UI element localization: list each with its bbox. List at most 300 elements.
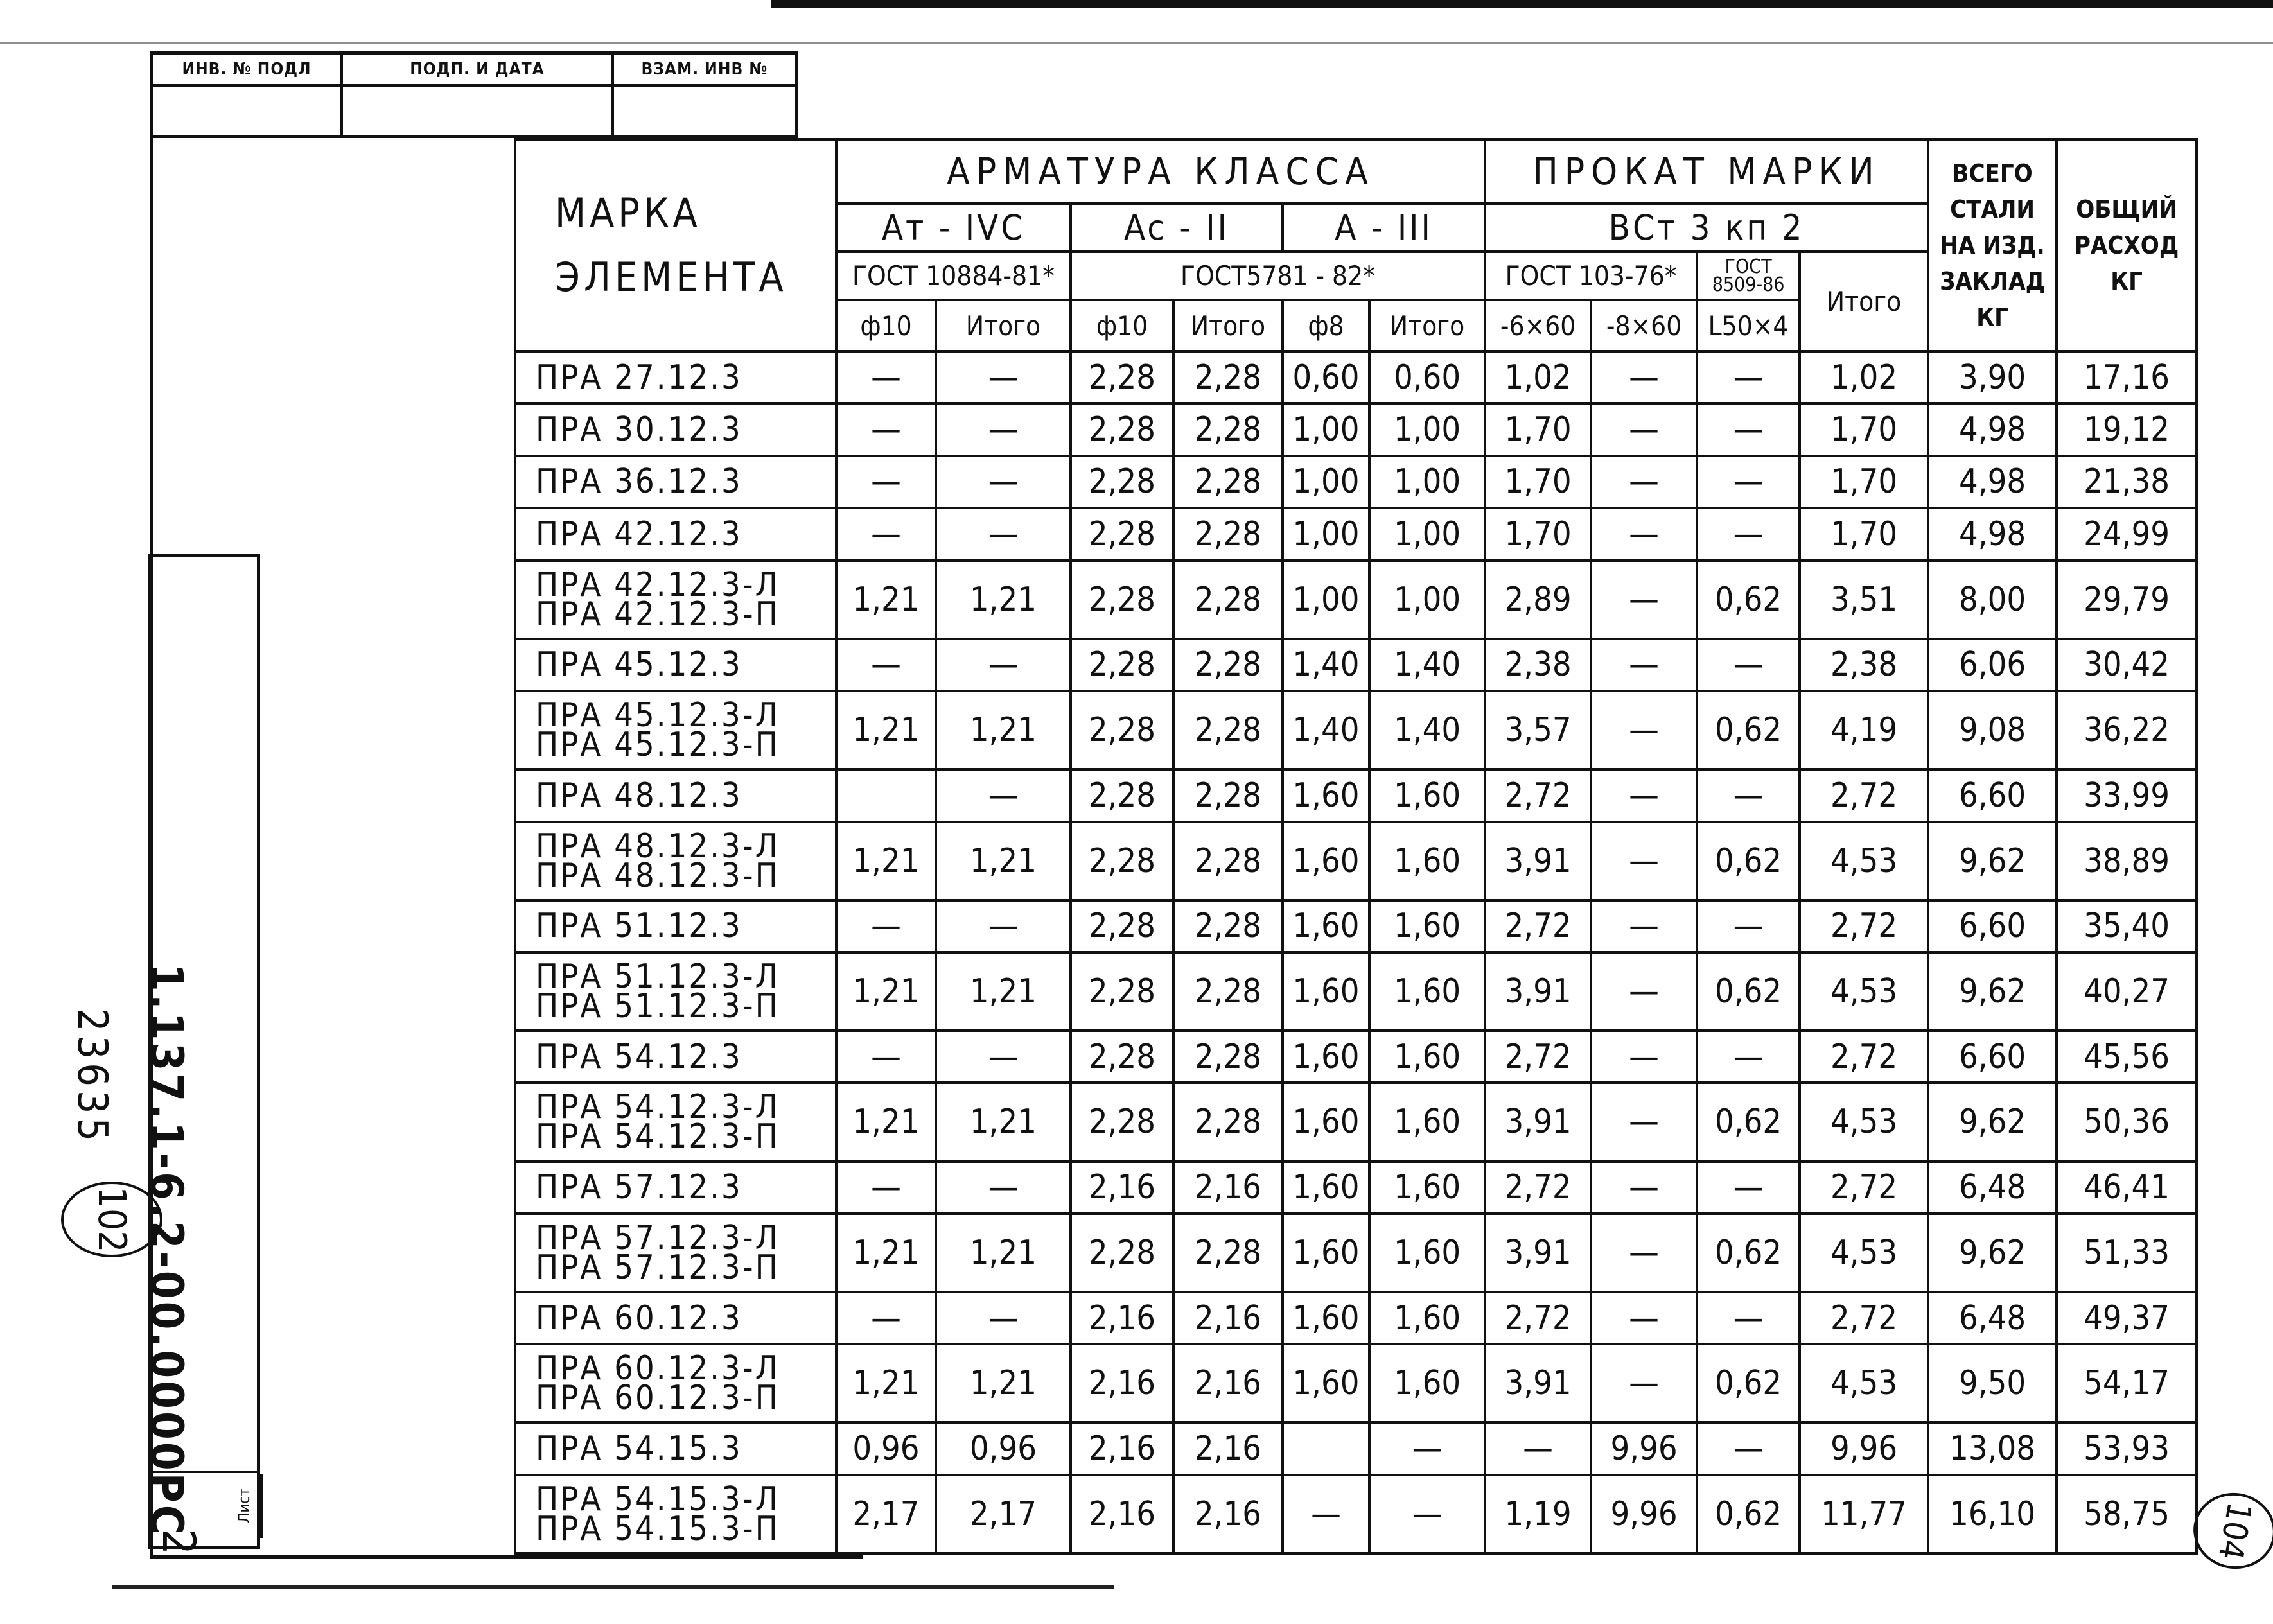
value-cell: 2,28 [1071, 900, 1173, 952]
table-row [515, 639, 2197, 691]
value-cell: — [1591, 1344, 1697, 1422]
value-cell: 0,62 [1697, 1214, 1800, 1292]
header-8x60: -8×60 [1591, 300, 1697, 351]
value-cell: 1,19 [1485, 1475, 1591, 1553]
element-mark [515, 508, 836, 560]
value-cell: 1,40 [1369, 639, 1485, 691]
value-cell: 9,62 [1928, 1214, 2057, 1292]
value-cell: 0,62 [1697, 691, 1800, 769]
value-cell: 1,60 [1283, 822, 1369, 900]
corner-page-number: 104 [2188, 1487, 2273, 1575]
value-cell: 2,89 [1485, 561, 1591, 639]
header-marka: МАРКА ЭЛЕМЕНТА [515, 139, 836, 351]
stamp-cell-empty-3 [614, 87, 795, 135]
value-cell: 0,96 [836, 1422, 936, 1474]
value-cell: 2,72 [1800, 900, 1928, 952]
header-phi10-a: ф10 [836, 300, 936, 351]
header-prokat: ПРОКАТ МАРКИ [1485, 139, 1928, 204]
value-cell: 54,17 [2057, 1344, 2197, 1422]
value-cell: 40,27 [2057, 952, 2197, 1031]
value-cell: 2,28 [1173, 769, 1283, 821]
value-cell: 4,53 [1800, 1083, 1928, 1161]
table-row [515, 769, 2197, 821]
value-cell: 2,28 [1173, 691, 1283, 769]
table-row [515, 1162, 2197, 1214]
value-cell: 2,28 [1071, 639, 1173, 691]
stamp-cell-empty-2 [343, 87, 614, 135]
value-cell: 6,60 [1928, 900, 2057, 952]
element-mark [515, 1083, 836, 1161]
value-cell: — [1591, 1214, 1697, 1292]
value-cell: 2,28 [1071, 1083, 1173, 1161]
value-cell: 2,16 [1173, 1475, 1283, 1553]
value-cell: 1,70 [1800, 456, 1928, 508]
value-cell: 21,38 [2057, 456, 2197, 508]
element-mark-line: ПРА 54.12.3 [536, 1037, 742, 1076]
value-cell: 1,21 [836, 822, 936, 900]
value-cell: — [1697, 1162, 1800, 1214]
value-cell: 3,91 [1485, 1083, 1591, 1161]
value-cell: 45,56 [2057, 1031, 2197, 1083]
value-cell: 46,41 [2057, 1162, 2197, 1214]
header-itogo-c: Итого [1369, 300, 1485, 351]
value-cell: 24,99 [2057, 508, 2197, 560]
value-cell: 1,00 [1369, 403, 1485, 455]
value-cell: 2,28 [1173, 822, 1283, 900]
value-cell: 1,70 [1485, 508, 1591, 560]
value-cell: 2,28 [1173, 351, 1283, 403]
value-cell: 2,16 [1173, 1344, 1283, 1422]
element-mark-line: ПРА 57.12.3-Л [536, 1218, 780, 1257]
header-itogo-b: Итого [1173, 300, 1283, 351]
value-cell: 2,28 [1173, 1083, 1283, 1161]
header-gost-103: ГОСТ 103-76* [1485, 252, 1697, 300]
value-cell: — [1591, 691, 1697, 769]
value-cell: — [836, 1292, 936, 1344]
header-phi10-b: ф10 [1071, 300, 1173, 351]
value-cell: 1,21 [936, 822, 1071, 900]
value-cell: 58,75 [2057, 1475, 2197, 1553]
value-cell: 0,60 [1369, 351, 1485, 403]
element-mark [515, 403, 836, 455]
value-cell: — [1591, 822, 1697, 900]
table-row [515, 456, 2197, 508]
header-6x60: -6×60 [1485, 300, 1591, 351]
value-cell: — [936, 900, 1071, 952]
value-cell: — [1369, 1422, 1485, 1474]
element-mark-line: ПРА 30.12.3 [536, 410, 742, 450]
value-cell: 1,02 [1485, 351, 1591, 403]
value-cell: — [1591, 952, 1697, 1031]
value-cell: 36,22 [2057, 691, 2197, 769]
value-cell: — [1697, 639, 1800, 691]
value-cell: 51,33 [2057, 1214, 2197, 1292]
element-mark [515, 1214, 836, 1292]
document-designation: 1.137.1-6.2-00.0000РС [140, 963, 193, 1537]
value-cell: 1,21 [936, 952, 1071, 1031]
value-cell: 3,90 [1928, 351, 2057, 403]
value-cell: 16,10 [1928, 1475, 2057, 1553]
value-cell: 2,28 [1071, 351, 1173, 403]
value-cell: 9,62 [1928, 822, 2057, 900]
element-mark [515, 769, 836, 821]
value-cell: 2,28 [1071, 561, 1173, 639]
value-cell: 4,98 [1928, 403, 2057, 455]
value-cell: 2,28 [1173, 508, 1283, 560]
element-mark-line: ПРА 48.12.3-П [536, 856, 780, 895]
value-cell: — [836, 456, 936, 508]
value-cell: 1,21 [836, 1214, 936, 1292]
value-cell: 2,16 [1173, 1292, 1283, 1344]
value-cell: 2,28 [1173, 561, 1283, 639]
value-cell: 4,53 [1800, 1344, 1928, 1422]
value-cell: 2,72 [1485, 1031, 1591, 1083]
value-cell: 2,72 [1800, 769, 1928, 821]
element-mark-line: ПРА 42.12.3-П [536, 595, 780, 634]
header-obshchiy: ОБЩИЙ РАСХОД КГ [2057, 139, 2197, 351]
element-mark-line: ПРА 48.12.3-Л [536, 826, 780, 866]
table-row [515, 1344, 2197, 1422]
element-mark-line: ПРА 42.12.3 [536, 514, 742, 554]
value-cell: 1,60 [1369, 1083, 1485, 1161]
value-cell: 2,28 [1071, 508, 1173, 560]
value-cell [836, 769, 936, 821]
value-cell: — [1697, 1422, 1800, 1474]
header-prokat-mark: ВСт 3 кп 2 [1485, 204, 1928, 252]
value-cell: 3,51 [1800, 561, 1928, 639]
value-cell: — [936, 1292, 1071, 1344]
element-mark-line: ПРА 54.12.3-Л [536, 1088, 780, 1127]
element-mark [515, 822, 836, 900]
element-mark [515, 456, 836, 508]
table-row [515, 351, 2197, 403]
value-cell: 6,48 [1928, 1162, 2057, 1214]
circled-number: 102 [61, 1182, 162, 1257]
value-cell: 3,57 [1485, 691, 1591, 769]
table-row [515, 508, 2197, 560]
value-cell: 6,06 [1928, 639, 2057, 691]
value-cell: 0,62 [1697, 822, 1800, 900]
element-mark [515, 952, 836, 1031]
element-mark-line: ПРА 51.12.3-Л [536, 957, 780, 996]
approval-stamp [150, 51, 798, 138]
value-cell: 2,16 [1071, 1475, 1173, 1553]
value-cell: — [1591, 508, 1697, 560]
element-mark-line: ПРА 60.12.3 [536, 1298, 742, 1338]
value-cell: 49,37 [2057, 1292, 2197, 1344]
value-cell: 1,60 [1283, 1292, 1369, 1344]
value-cell: — [1591, 351, 1697, 403]
value-cell: 3,91 [1485, 822, 1591, 900]
sheet-label: Лист [228, 1474, 263, 1538]
element-mark-line: ПРА 45.12.3 [536, 645, 742, 685]
value-cell: 2,28 [1071, 1031, 1173, 1083]
value-cell: 1,60 [1283, 1214, 1369, 1292]
value-cell: 1,00 [1369, 456, 1485, 508]
element-mark [515, 691, 836, 769]
value-cell: 2,28 [1173, 900, 1283, 952]
value-cell: 1,21 [936, 691, 1071, 769]
value-cell: 2,16 [1071, 1422, 1173, 1474]
steel-spec-table [514, 138, 2198, 1555]
header-l50x4: L50×4 [1697, 300, 1800, 351]
scan-top-edge [771, 0, 2273, 8]
table-row [515, 952, 2197, 1031]
header-gost-at: ГОСТ 10884-81* [836, 252, 1071, 300]
value-cell: 2,28 [1071, 769, 1173, 821]
element-mark-line: ПРА 57.12.3-П [536, 1248, 780, 1287]
value-cell: 50,36 [2057, 1083, 2197, 1161]
value-cell: — [936, 351, 1071, 403]
value-cell: 3,91 [1485, 1214, 1591, 1292]
table-row [515, 900, 2197, 952]
value-cell: 2,17 [936, 1475, 1071, 1553]
value-cell: 53,93 [2057, 1422, 2197, 1474]
value-cell: 0,62 [1697, 1083, 1800, 1161]
header-armatura: АРМАТУРА КЛАССА [836, 139, 1485, 204]
value-cell: 2,28 [1071, 691, 1173, 769]
value-cell: 2,28 [1071, 1214, 1173, 1292]
element-mark [515, 1292, 836, 1344]
element-mark-line: ПРА 60.12.3-Л [536, 1349, 780, 1388]
element-mark [515, 639, 836, 691]
header-class-ac: Ac - II [1071, 204, 1283, 252]
value-cell: 1,21 [936, 561, 1071, 639]
value-cell: 1,60 [1369, 952, 1485, 1031]
value-cell: 0,96 [936, 1422, 1071, 1474]
value-cell: 1,60 [1369, 1292, 1485, 1344]
element-mark [515, 1344, 836, 1422]
value-cell: 1,21 [936, 1344, 1071, 1422]
table-row [515, 561, 2197, 639]
value-cell: 2,16 [1173, 1422, 1283, 1474]
value-cell: 1,02 [1800, 351, 1928, 403]
value-cell: — [1591, 561, 1697, 639]
value-cell: 2,72 [1485, 900, 1591, 952]
value-cell: — [1697, 456, 1800, 508]
value-cell: — [1591, 639, 1697, 691]
header-itogo-a: Итого [936, 300, 1071, 351]
value-cell: — [1697, 900, 1800, 952]
element-mark [515, 1162, 836, 1214]
value-cell: 9,62 [1928, 952, 2057, 1031]
value-cell: 0,62 [1697, 1475, 1800, 1553]
value-cell: — [1369, 1475, 1485, 1553]
value-cell: 3,91 [1485, 952, 1591, 1031]
value-cell: 1,40 [1283, 691, 1369, 769]
value-cell: 1,21 [936, 1214, 1071, 1292]
archive-number: 23635 [68, 1008, 116, 1146]
value-cell: 2,16 [1071, 1162, 1173, 1214]
element-mark-line: ПРА 54.15.3-Л [536, 1480, 780, 1519]
value-cell: — [936, 1031, 1071, 1083]
value-cell: — [836, 1162, 936, 1214]
table-row [515, 1292, 2197, 1344]
value-cell: 0,60 [1283, 351, 1369, 403]
value-cell: 0,62 [1697, 561, 1800, 639]
value-cell: — [1591, 1292, 1697, 1344]
value-cell: — [836, 403, 936, 455]
value-cell: 1,60 [1369, 769, 1485, 821]
value-cell: 1,00 [1283, 508, 1369, 560]
value-cell: 9,96 [1591, 1475, 1697, 1553]
value-cell: 4,53 [1800, 822, 1928, 900]
table-row [515, 1475, 2197, 1553]
value-cell: 29,79 [2057, 561, 2197, 639]
value-cell: 33,99 [2057, 769, 2197, 821]
value-cell: 2,28 [1071, 952, 1173, 1031]
value-cell: 38,89 [2057, 822, 2197, 900]
value-cell: — [1697, 351, 1800, 403]
value-cell: 1,21 [836, 691, 936, 769]
value-cell: 0,62 [1697, 952, 1800, 1031]
value-cell: — [836, 351, 936, 403]
value-cell: 2,17 [836, 1475, 936, 1553]
value-cell: 1,00 [1283, 456, 1369, 508]
value-cell: — [1697, 1031, 1800, 1083]
value-cell: 13,08 [1928, 1422, 2057, 1474]
value-cell: 1,00 [1369, 508, 1485, 560]
value-cell: 2,28 [1173, 1214, 1283, 1292]
value-cell: — [836, 639, 936, 691]
value-cell: — [1591, 900, 1697, 952]
value-cell: 4,53 [1800, 1214, 1928, 1292]
element-mark-line: ПРА 60.12.3-П [536, 1379, 780, 1418]
header-class-a3: A - III [1283, 204, 1485, 252]
value-cell: 2,28 [1173, 952, 1283, 1031]
value-cell: 4,98 [1928, 456, 2057, 508]
table-row [515, 1031, 2197, 1083]
value-cell: 2,72 [1800, 1031, 1928, 1083]
value-cell: 2,16 [1173, 1162, 1283, 1214]
value-cell: 1,00 [1283, 561, 1369, 639]
value-cell: 1,60 [1369, 900, 1485, 952]
value-cell: 1,21 [936, 1083, 1071, 1161]
value-cell: — [1697, 769, 1800, 821]
value-cell: 2,72 [1800, 1162, 1928, 1214]
value-cell: 6,60 [1928, 769, 2057, 821]
value-cell: 6,60 [1928, 1031, 2057, 1083]
table-row [515, 1214, 2197, 1292]
value-cell: 1,70 [1800, 403, 1928, 455]
element-mark-line: ПРА 42.12.3-Л [536, 565, 780, 604]
value-cell: 2,28 [1173, 639, 1283, 691]
element-mark-line: ПРА 45.12.3-П [536, 726, 780, 765]
value-cell: 2,28 [1173, 1031, 1283, 1083]
value-cell: 2,38 [1800, 639, 1928, 691]
value-cell: 2,28 [1071, 456, 1173, 508]
value-cell: 9,50 [1928, 1344, 2057, 1422]
value-cell: 1,60 [1369, 1031, 1485, 1083]
header-itogo-prokat: Итого [1800, 252, 1928, 351]
value-cell: 1,60 [1369, 822, 1485, 900]
value-cell: 9,62 [1928, 1083, 2057, 1161]
value-cell: 0,62 [1697, 1344, 1800, 1422]
value-cell: 6,48 [1928, 1292, 2057, 1344]
value-cell: 2,28 [1071, 403, 1173, 455]
scan-bottom-line [112, 1585, 1114, 1589]
element-mark-line: ПРА 51.12.3-П [536, 987, 780, 1026]
element-mark-line: ПРА 27.12.3 [536, 358, 742, 397]
element-mark-line: ПРА 36.12.3 [536, 462, 742, 502]
header-gost-8509: ГОСТ 8509-86 [1697, 252, 1800, 300]
value-cell: — [1283, 1475, 1369, 1553]
value-cell: 1,60 [1283, 900, 1369, 952]
value-cell: 1,60 [1283, 1162, 1369, 1214]
value-cell: 9,96 [1800, 1422, 1928, 1474]
value-cell [1283, 1422, 1369, 1474]
value-cell: — [1591, 1083, 1697, 1161]
value-cell: — [1697, 403, 1800, 455]
element-mark [515, 351, 836, 403]
value-cell: — [1697, 508, 1800, 560]
value-cell: — [1591, 456, 1697, 508]
value-cell: — [936, 1162, 1071, 1214]
value-cell: — [836, 900, 936, 952]
value-cell: 11,77 [1800, 1475, 1928, 1553]
value-cell: 1,60 [1369, 1344, 1485, 1422]
header-vsego: ВСЕГО СТАЛИ НА ИЗД. ЗАКЛАД КГ [1928, 139, 2057, 351]
value-cell: 4,98 [1928, 508, 2057, 560]
value-cell: — [1591, 1031, 1697, 1083]
element-mark-line: ПРА 54.12.3-П [536, 1117, 780, 1157]
element-mark-line: ПРА 45.12.3-Л [536, 696, 780, 735]
frame-bottom-border [150, 1555, 863, 1559]
value-cell: 4,19 [1800, 691, 1928, 769]
element-mark-line: ПРА 54.15.3-П [536, 1509, 780, 1548]
value-cell: — [936, 456, 1071, 508]
element-mark [515, 1422, 836, 1474]
value-cell: 1,60 [1283, 1083, 1369, 1161]
value-cell: 35,40 [2057, 900, 2197, 952]
value-cell: 3,91 [1485, 1344, 1591, 1422]
value-cell: — [1591, 769, 1697, 821]
value-cell: 9,08 [1928, 691, 2057, 769]
value-cell: 1,00 [1283, 403, 1369, 455]
value-cell: 8,00 [1928, 561, 2057, 639]
value-cell: 1,00 [1369, 561, 1485, 639]
value-cell: — [936, 508, 1071, 560]
value-cell: 17,16 [2057, 351, 2197, 403]
element-mark [515, 900, 836, 952]
value-cell: — [936, 639, 1071, 691]
stamp-podp-data: ПОДП. И ДАТА [343, 55, 614, 87]
value-cell: 1,70 [1485, 456, 1591, 508]
element-mark [515, 561, 836, 639]
table-row [515, 1422, 2197, 1474]
value-cell: 2,72 [1485, 1292, 1591, 1344]
value-cell: 1,70 [1485, 403, 1591, 455]
value-cell: 1,60 [1369, 1214, 1485, 1292]
value-cell: — [936, 403, 1071, 455]
value-cell: — [1591, 403, 1697, 455]
value-cell: 1,60 [1283, 769, 1369, 821]
value-cell: — [936, 769, 1071, 821]
value-cell: 4,53 [1800, 952, 1928, 1031]
value-cell: 2,38 [1485, 639, 1591, 691]
value-cell: — [1485, 1422, 1591, 1474]
value-cell: 2,16 [1071, 1344, 1173, 1422]
value-cell: — [1697, 1292, 1800, 1344]
table-row [515, 1083, 2197, 1161]
value-cell: 2,28 [1071, 822, 1173, 900]
value-cell: 1,40 [1283, 639, 1369, 691]
stamp-vzam-inv: ВЗАМ. ИНВ № [614, 55, 795, 87]
table-body [515, 351, 2197, 1553]
value-cell: 1,70 [1800, 508, 1928, 560]
value-cell: 1,40 [1369, 691, 1485, 769]
value-cell: 2,72 [1485, 1162, 1591, 1214]
